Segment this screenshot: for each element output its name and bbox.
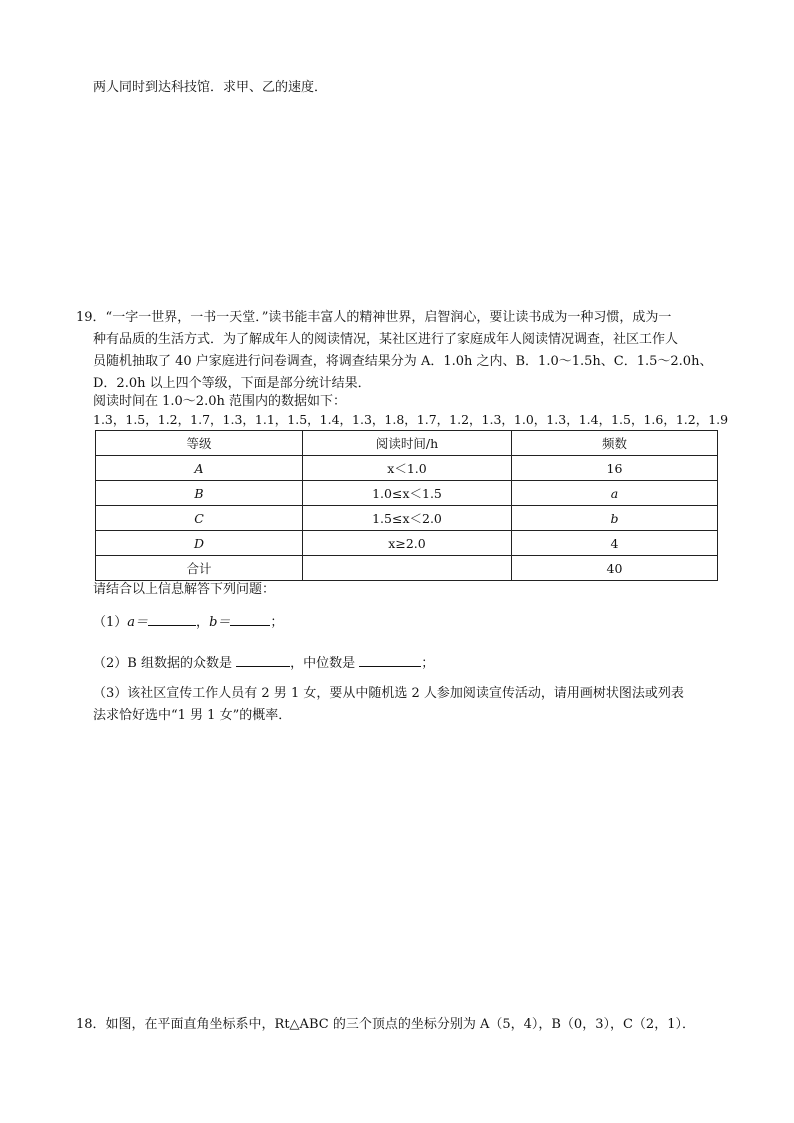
- table-row: [96, 506, 718, 531]
- time-range-cell: x＜1.0: [303, 456, 512, 481]
- table-total-row: [96, 556, 718, 581]
- a-label: a＝: [127, 615, 149, 630]
- total-empty-cell: [303, 556, 512, 581]
- frequency-cell: 4: [512, 531, 718, 556]
- table-header-row: [96, 431, 718, 456]
- total-frequency-cell: 40: [512, 556, 718, 581]
- total-label-cell: 合计: [96, 556, 303, 581]
- frequency-table: [95, 430, 718, 581]
- q19-paragraph-line-2: 种有品质的生活方式．为了解成年人的阅读情况，某社区进行了家庭成年人阅读情况调查，社区工作人: [93, 332, 679, 347]
- data-intro: 阅读时间在 1.0～2.0h 范围内的数据如下：: [93, 394, 346, 409]
- grade-cell: A: [96, 456, 303, 481]
- header-grade: 等级: [96, 431, 303, 456]
- answer-blank-b[interactable]: [230, 613, 270, 626]
- answer-blank-median[interactable]: [359, 654, 421, 667]
- sub-question-2: （2）B 组数据的众数是 ，中位数是 ；: [93, 656, 435, 671]
- q19-paragraph-line-1: 19．“一字一世界，一书一天堂．”读书能丰富人的精神世界，启智润心，要让读书成为一种习惯，成为一: [76, 310, 672, 325]
- frequency-cell: 16: [512, 456, 718, 481]
- q19-paragraph-line-4: D．2.0h 以上四个等级，下面是部分统计结果．: [93, 376, 371, 391]
- time-range-cell: 1.5≤x＜2.0: [303, 506, 512, 531]
- time-range-cell: x≥2.0: [303, 531, 512, 556]
- median-label: ，中位数是: [290, 656, 356, 671]
- frequency-cell: b: [512, 506, 718, 531]
- b-label: b＝: [209, 615, 231, 630]
- sub-question-1: （1）a＝ ，b＝ ；: [93, 615, 284, 630]
- header-frequency: 频数: [512, 431, 718, 456]
- sub-question-3-line-1: （3）该社区宣传工作人员有 2 男 1 女，要从中随机选 2 人参加阅读宣传活动，请用画树状图法或列表: [93, 686, 684, 701]
- q18-line: 18．如图，在平面直角坐标系中，Rt△ABC 的三个顶点的坐标分别为 A（5，4），B（0，3），C（2，1）．: [76, 1017, 695, 1032]
- grade-cell: C: [96, 506, 303, 531]
- grade-cell: D: [96, 531, 303, 556]
- prev-problem-line: 两人同时到达科技馆．求甲、乙的速度．: [93, 80, 328, 95]
- sub-question-3-line-2: 法求恰好选中“1 男 1 女”的概率．: [93, 708, 292, 723]
- table-row: [96, 481, 718, 506]
- answer-blank-a[interactable]: [148, 613, 196, 626]
- q19-paragraph-line-3: 员随机抽取了 40 户家庭进行问卷调查，将调查结果分为 A．1.0h 之内、B．1.0～1.5h、C．1.5～2.0h、: [93, 354, 713, 369]
- q19-number: 19．: [76, 310, 106, 325]
- header-reading-time: 阅读时间/h: [303, 431, 512, 456]
- table-row: [96, 456, 718, 481]
- table-row: [96, 531, 718, 556]
- answer-blank-mode[interactable]: [236, 654, 290, 667]
- frequency-cell: a: [512, 481, 718, 506]
- mode-label: B 组数据的众数是: [127, 656, 232, 671]
- grade-cell: B: [96, 481, 303, 506]
- instruction-text: 请结合以上信息解答下列问题：: [93, 582, 276, 597]
- time-range-cell: 1.0≤x＜1.5: [303, 481, 512, 506]
- data-values: 1.3，1.5，1.2，1.7，1.3，1.1，1.5，1.4，1.3，1.8，1.7，1.2，1.3，1.0，1.3，1.4，1.5，1.6，1.2，1.9: [93, 412, 729, 427]
